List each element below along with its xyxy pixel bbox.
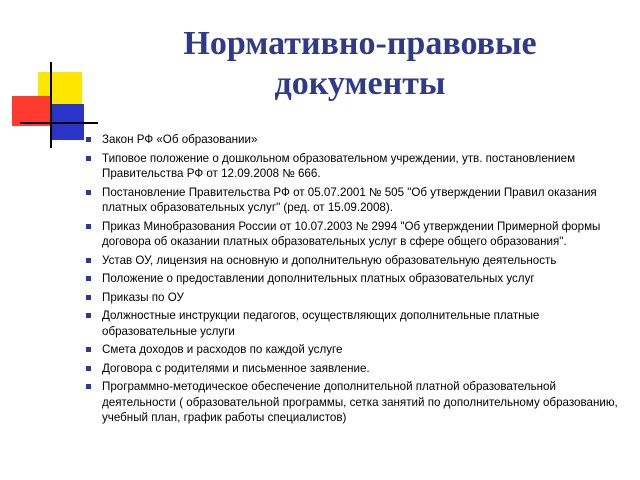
list-item-text: Программно-методическое обеспечение дополнительной платной образовательной деятельности ( образовательной программы, сетка занятий по дополнительному образованию, учебный план, график работы специалистов) (102, 380, 618, 424)
list-item (86, 151, 626, 182)
bullet-square-icon (86, 384, 91, 389)
decor-red-square (12, 96, 50, 126)
bullet-square-icon (86, 347, 91, 352)
list-item (86, 290, 626, 306)
list-item (86, 308, 626, 339)
list-item (86, 219, 626, 250)
bullet-square-icon (86, 258, 91, 263)
decorative-squares-graphic (0, 0, 100, 160)
list-item (86, 379, 626, 426)
list-item (86, 361, 626, 377)
bullet-square-icon (86, 156, 91, 161)
bullet-square-icon (86, 313, 91, 318)
bullet-square-icon (86, 224, 91, 229)
bullet-square-icon (86, 366, 91, 371)
list-item-text: Смета доходов и расходов по каждой услуге (102, 343, 343, 356)
list-item-text: Приказы по ОУ (102, 290, 184, 304)
bullet-square-icon (86, 295, 91, 300)
list-item (86, 253, 626, 269)
list-item-text: Приказ Минобразования России от 10.07.2003 № 2994 "Об утверждении Примерной формы договора об оказании платных образовательных услуг в сфере общего образования". (102, 219, 601, 248)
list-item-text: Закон РФ «Об образовании» (102, 133, 258, 146)
slide-title-line2: документы (274, 65, 446, 102)
bullet-square-icon (86, 137, 91, 142)
documents-list (86, 132, 626, 429)
bullet-square-icon (86, 276, 91, 281)
list-item-text: Типовое положение о дошкольном образовательном учреждении, утв. постановлением Правительства РФ от 12.09.2008 № 666. (102, 151, 576, 180)
list-item-text: Постановление Правительства РФ от 05.07.2001 № 505 "Об утверждении Правил оказания платных образовательных услуг" (ред. от 15.09.2008). (102, 185, 597, 214)
list-item (86, 132, 626, 148)
list-item-text: Положение о предоставлении дополнительных платных образовательных услуг (102, 272, 535, 285)
bullet-square-icon (86, 190, 91, 195)
slide-title (110, 24, 610, 104)
list-item-text: Договора с родителями и письменное заявление. (102, 361, 370, 375)
list-item (86, 271, 626, 287)
list-item (86, 342, 626, 358)
list-item-text: Устав ОУ, лицензия на основную и дополнительную образовательную деятельность (102, 253, 557, 267)
list-item-text: Должностные инструкции педагогов, осуществляющих дополнительные платные образовательные услуги (102, 309, 540, 338)
slide-title-line1: Нормативно-правовые (183, 25, 537, 62)
list-item (86, 185, 626, 216)
